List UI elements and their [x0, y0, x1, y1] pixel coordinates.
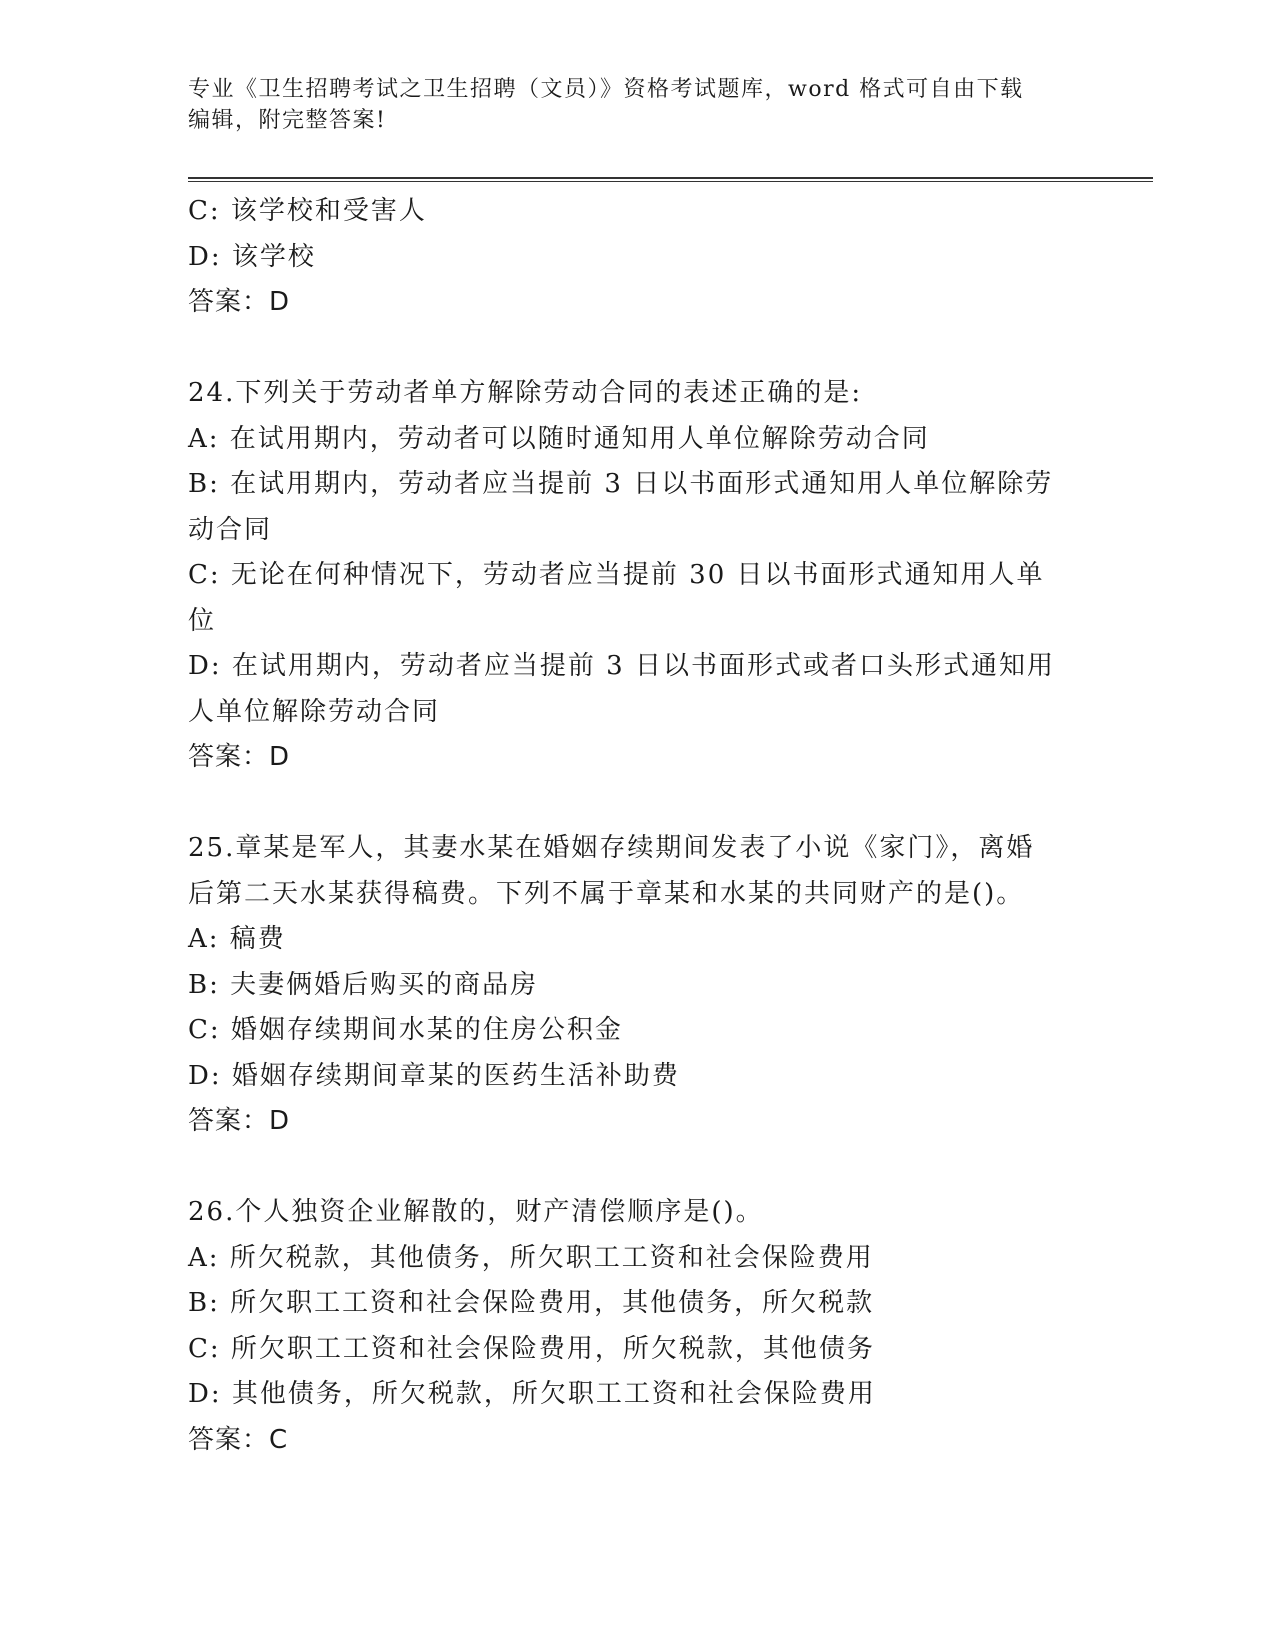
option-b: B: 所欠职工工资和社会保险费用，其他债务，所欠税款	[188, 1288, 875, 1318]
document-header	[188, 74, 1088, 136]
question-stem-cont: 后第二天水某获得稿费。下列不属于章某和水某的共同财产的是()。	[188, 878, 1025, 909]
spacer	[188, 1145, 1088, 1191]
answer-line: 答案：D	[188, 742, 291, 772]
header-line-2: 编辑，附完整答案!	[188, 108, 387, 133]
option-b: B: 在试用期内，劳动者应当提前 3 日以书面形式通知用人单位解除劳	[188, 469, 1054, 499]
option-d: D: 婚姻存续期间章某的医药生活补助费	[188, 1060, 680, 1091]
question-25	[188, 826, 1088, 1145]
answer-line: 答案：D	[188, 287, 291, 317]
option-c: C: 无论在何种情况下，劳动者应当提前 30 日以书面形式通知用人单	[188, 560, 1045, 590]
spacer	[188, 326, 1088, 372]
question-24	[188, 371, 1088, 781]
option-a: A: 所欠税款，其他债务，所欠职工工资和社会保险费用	[188, 1242, 874, 1273]
spacer	[188, 781, 1088, 827]
option-a: A: 在试用期内，劳动者可以随时通知用人单位解除劳动合同	[188, 423, 930, 454]
option-a: A: 稿费	[188, 924, 286, 954]
question-stem: 26.个人独资企业解散的，财产清偿顺序是()。	[188, 1197, 764, 1227]
header-line-1: 专业《卫生招聘考试之卫生招聘（文员）》资格考试题库，word 格式可自由下载	[188, 77, 1024, 102]
question-list	[188, 189, 1088, 1463]
option-c: C: 婚姻存续期间水某的住房公积金	[188, 1015, 623, 1045]
previous-question-tail	[188, 189, 1088, 326]
option-b: B: 夫妻俩婚后购买的商品房	[188, 969, 539, 1000]
header-divider	[188, 177, 1153, 182]
option-d-cont: 人单位解除劳动合同	[188, 696, 441, 727]
option-b-cont: 动合同	[188, 514, 273, 545]
option-c-cont: 位	[188, 605, 217, 636]
question-26	[188, 1190, 1088, 1463]
option-d: D: 该学校	[188, 241, 316, 272]
option-c: C: 所欠职工工资和社会保险费用，所欠税款，其他债务	[188, 1333, 875, 1364]
answer-line: 答案：C	[188, 1424, 289, 1455]
option-d: D: 其他债务，所欠税款，所欠职工工资和社会保险费用	[188, 1379, 876, 1409]
question-stem: 24.下列关于劳动者单方解除劳动合同的表述正确的是:	[188, 378, 863, 408]
question-stem: 25.章某是军人，其妻水某在婚姻存续期间发表了小说《家门》，离婚	[188, 833, 1035, 863]
option-d: D: 在试用期内，劳动者应当提前 3 日以书面形式或者口头形式通知用	[188, 651, 1055, 681]
answer-line: 答案：D	[188, 1106, 291, 1136]
option-c: C: 该学校和受害人	[188, 196, 427, 226]
